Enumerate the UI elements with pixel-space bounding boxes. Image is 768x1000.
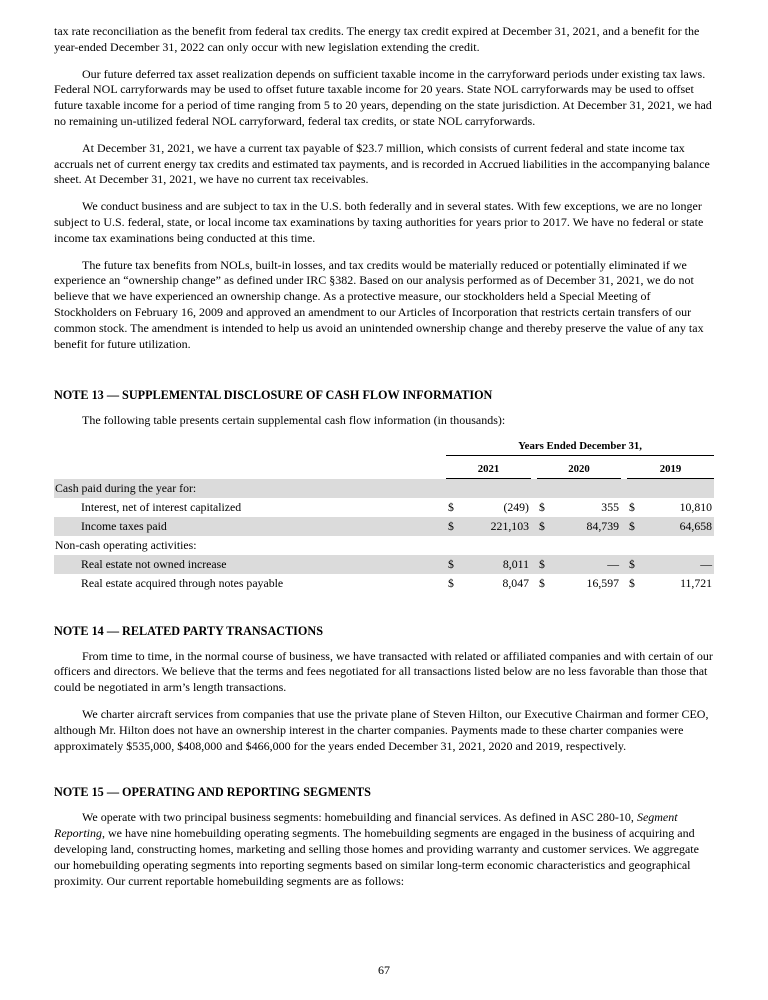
cell-value: — — [607, 556, 619, 571]
segments-text-lead: We operate with two principal business segments: homebuilding and financial services. As defined in ASC 280-10, — [82, 810, 637, 825]
cell-value: 10,810 — [679, 499, 713, 514]
cell-value: 84,739 — [586, 518, 619, 533]
dollar-sign: $ — [539, 499, 545, 514]
table-row — [54, 536, 714, 555]
table-row — [54, 479, 714, 498]
row-filler — [446, 479, 714, 498]
cell-value: — — [700, 556, 713, 571]
cell-value: 355 — [601, 499, 619, 514]
note-13-intro: The following table presents certain supplemental cash flow information (in thousands): — [82, 413, 506, 428]
year-column-2021: 2021 — [446, 456, 531, 479]
dollar-sign: $ — [448, 518, 454, 533]
note-13-heading: NOTE 13 — SUPPLEMENTAL DISCLOSURE OF CASH FLOW INFORMATION — [54, 388, 493, 403]
dollar-sign: $ — [448, 499, 454, 514]
row-label: Income taxes paid — [81, 518, 167, 533]
note-15-heading: NOTE 15 — OPERATING AND REPORTING SEGMENTS — [54, 785, 371, 800]
year-column-2019: 2019 — [627, 456, 714, 479]
segment-reporting-italic: Segment Reporting — [54, 810, 678, 841]
dollar-sign: $ — [539, 575, 545, 590]
dollar-sign: $ — [539, 556, 545, 571]
dollar-sign: $ — [629, 499, 635, 514]
cell-value: 11,721 — [680, 575, 713, 590]
dollar-sign: $ — [629, 556, 635, 571]
paragraph-charter-aircraft: We charter aircraft services from companies that use the private plane of Steven Hilton, our Executive Chairman and former CEO, although Mr. Hilton does not have an ownership interest in the charter companies. Payments made to these charter companies were approximately $535,000, $408,000 and $466,000 for the years ended December 31, 2021, 2020 and 2019, respectively. — [54, 707, 709, 753]
dollar-sign: $ — [539, 518, 545, 533]
note-14-heading: NOTE 14 — RELATED PARTY TRANSACTIONS — [54, 623, 323, 638]
table-year-header-row — [54, 456, 714, 479]
paragraph-tax-credit-continuation: tax rate reconciliation as the benefit from federal tax credits. The energy tax credit expired at December 31, 2021, and a benefit for the year-ended December 31, 2022 can only occur with new legislation extending the credit. — [54, 24, 700, 54]
paragraph-tax-jurisdictions: We conduct business and are subject to tax in the U.S. both federally and in several states. With few exceptions, we are no longer subject to U.S. federal, state, or local income tax examinations by taxing authorities for years prior to 2017. We have no federal or state income tax examinations being conducted at this time. — [54, 199, 704, 245]
dollar-sign: $ — [448, 556, 454, 571]
table-row — [54, 498, 714, 517]
cell-value: 8,011 — [502, 556, 529, 571]
row-label: Real estate not owned increase — [81, 556, 227, 571]
cashflow-table — [54, 440, 714, 593]
dollar-sign: $ — [629, 575, 635, 590]
row-filler — [446, 536, 714, 555]
cell-value: 64,658 — [679, 518, 713, 533]
cell-value: 8,047 — [502, 575, 529, 590]
row-label: Cash paid during the year for: — [55, 480, 197, 495]
paragraph-current-tax-payable: At December 31, 2021, we have a current tax payable of $23.7 million, which consists of current federal and state income tax accruals net of current energy tax credits and estimated tax payments, and is recorded in Accrued liabilities in the accompanying balance sheet. At December 31, 2021, we have no current tax receivables. — [54, 140, 710, 187]
page-number: 67 — [378, 963, 390, 977]
cashflow-table-body — [54, 479, 714, 593]
dollar-sign: $ — [629, 518, 635, 533]
paragraph-related-party-intro: From time to time, in the normal course of business, we have transacted with related or affiliated companies and with certain of our officers and directors. We believe that the terms and fees negotiated for all transactions listed below are no less favorable than those that could be negotiated in arm’s length transactions. — [54, 648, 713, 695]
cell-value: 16,597 — [586, 575, 619, 590]
spacer-cell — [54, 456, 446, 479]
row-label: Interest, net of interest capitalized — [81, 499, 242, 514]
paragraph-segments — [54, 810, 714, 889]
spacer-cell — [54, 440, 446, 456]
table-row — [54, 555, 714, 574]
table-row — [54, 517, 714, 536]
paragraph-deferred-tax-asset: Our future deferred tax asset realization depends on sufficient taxable income in the carryforward periods under existing tax laws. Federal NOL carryforwards may be used to offset future taxable income for 20 years. State NOL carryforwards may be used to offset future taxable income for a period of time ranging from 5 to 20 years, depending on the state jurisdiction. At December 31, 2021, we had no remaining un-utilized federal NOL carryforward, federal tax credits, or state NOL carryforwards. — [54, 66, 712, 128]
paragraph-nol-ownership-change: The future tax benefits from NOLs, built-in losses, and tax credits would be materially reduced or potentially eliminated if we experience an “ownership change” as defined under IRC §382. Based on our analysis performed as of December 31, 2021, we do not believe that we have experienced an ownership change. As a protective measure, our stockholders held a Special Meeting of Stockholders on February 16, 2009 and approved an amendment to our Articles of Incorporation that restricts certain transfers of our common stock. The amendment is intended to help us avoid an unintended ownership change and thereby preserve the value of any tax benefit for future utilization. — [54, 257, 704, 351]
table-span-header-row — [54, 440, 714, 456]
year-column-2020: 2020 — [537, 456, 621, 479]
segments-text-rest: , we have nine homebuilding operating segments. The homebuilding segments are engaged in the business of acquiring and developing land, constructing homes, marketing and selling those homes and providing warranty and customer services. We aggregate our homebuilding operating segments into reporting segments based on similar long-term economic characteristics and geographical proximity. Our current reportable homebuilding segments are as follows: — [54, 826, 699, 888]
row-label: Real estate acquired through notes payable — [81, 575, 284, 590]
cell-value: (249) — [503, 499, 529, 514]
table-row — [54, 574, 714, 593]
cell-value: 221,103 — [490, 518, 529, 533]
dollar-sign: $ — [448, 575, 454, 590]
years-ended-header: Years Ended December 31, — [446, 440, 714, 456]
row-label: Non-cash operating activities: — [55, 537, 197, 552]
